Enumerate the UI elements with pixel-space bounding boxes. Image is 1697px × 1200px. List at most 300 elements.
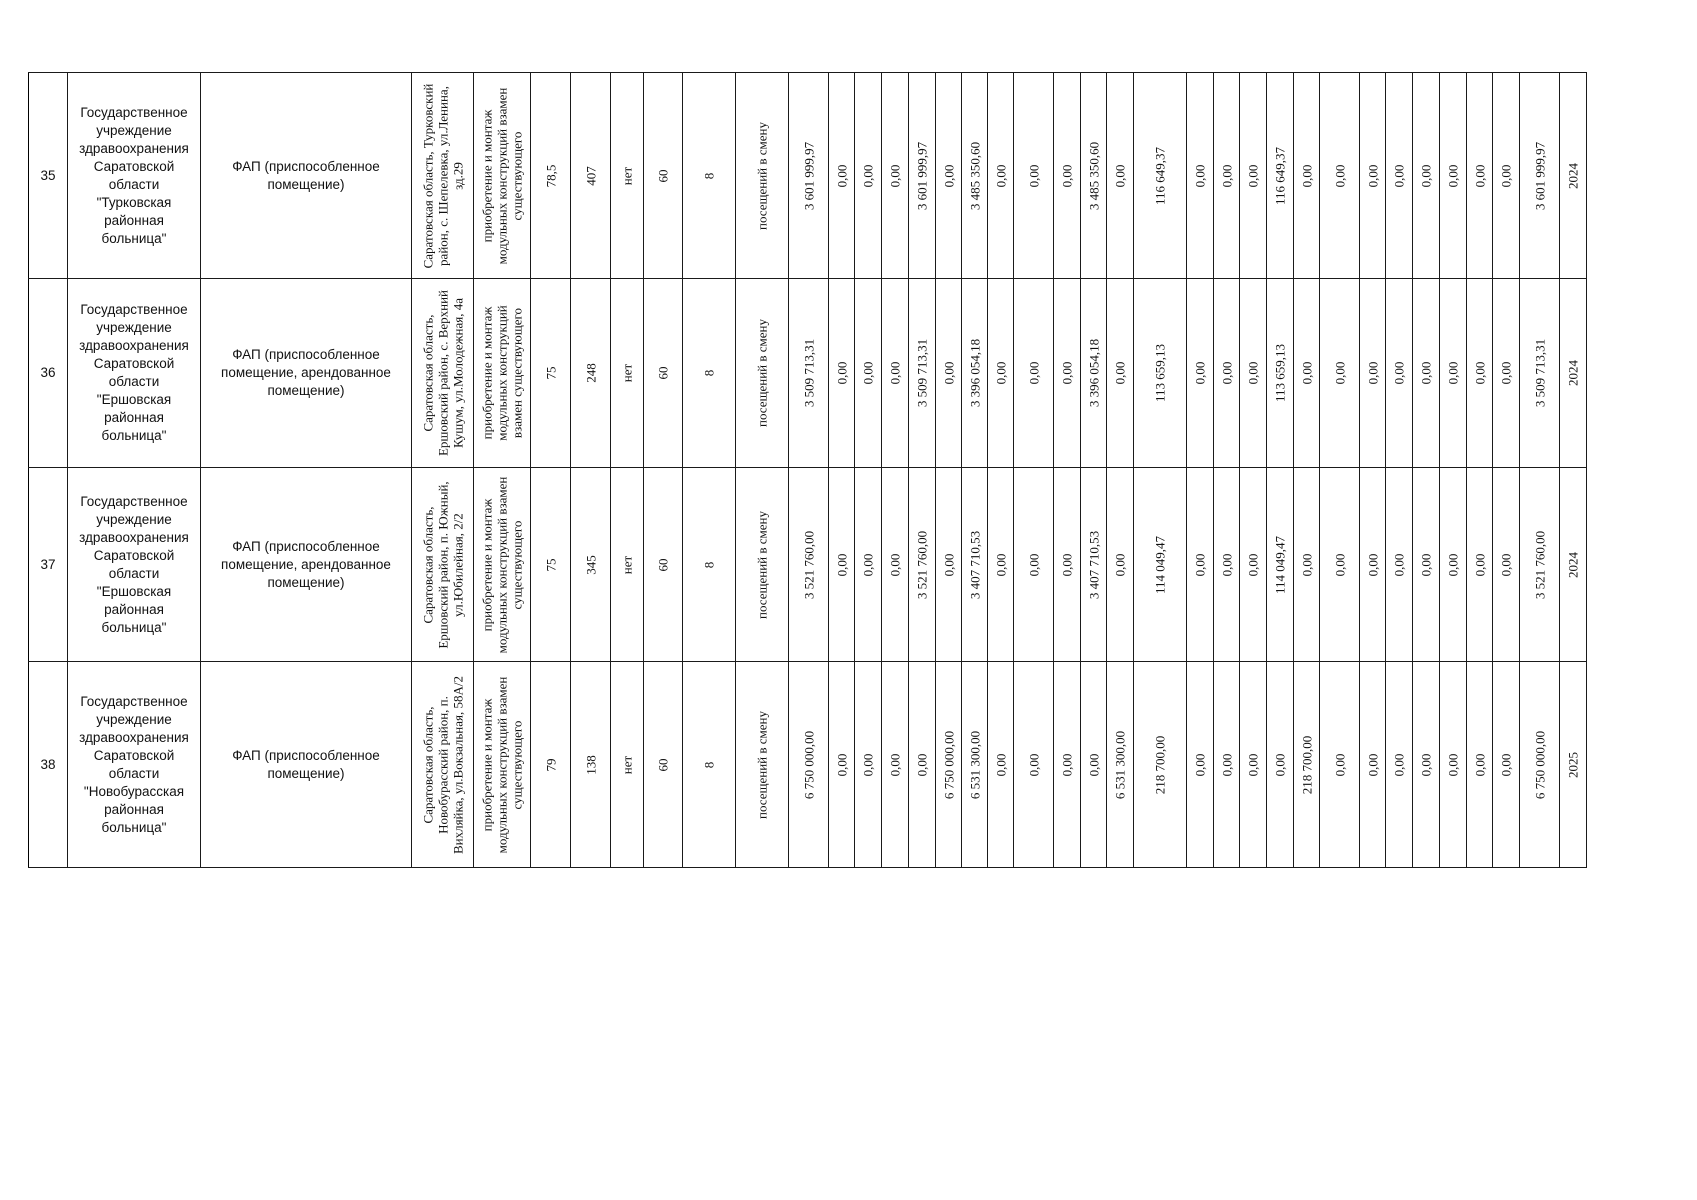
amount-16-text: 3 601 999,97 — [914, 141, 930, 210]
cell-amount-14 — [855, 279, 882, 468]
cell-distance-value — [644, 73, 683, 279]
amount-13-text: 0,00 — [834, 361, 849, 385]
capacity-value-text: 8 — [701, 172, 717, 179]
institution-name-text: Государственное учреждение здравоохранения Саратовской области "Ершовская районная больница" — [79, 302, 189, 443]
cell-capacity-unit — [736, 468, 789, 662]
cell-area-value — [531, 279, 571, 468]
amount-37-text: 6 750 000,00 — [1532, 730, 1547, 799]
cell-work-type — [474, 73, 531, 279]
institution-name-text: Государственное учреждение здравоохранения Саратовской области "Новобурасская районная больница" — [79, 693, 189, 835]
total-cost-text: 6 750 000,00 — [801, 730, 816, 799]
cell-amount-32 — [1386, 468, 1413, 662]
cell-year-value — [1560, 73, 1587, 279]
amount-32-text: 0,00 — [1391, 753, 1407, 776]
cell-year-value — [1560, 468, 1587, 662]
cell-area-value — [531, 468, 571, 662]
amount-30-text: 0,00 — [1332, 553, 1347, 576]
table-row — [29, 662, 1587, 868]
amount-27-text: 0,00 — [1245, 164, 1261, 187]
facilities-table — [28, 72, 1587, 868]
work-type-text: приобретение и монтаж модульных конструкций взамен существующего — [479, 476, 525, 653]
cell-amount-28 — [1267, 468, 1294, 662]
cell-amount-21 — [1054, 662, 1081, 868]
cell-amount-29 — [1294, 468, 1320, 662]
cell-amount-14 — [855, 73, 882, 279]
cell-object-address — [412, 662, 474, 868]
cell-amount-17 — [936, 279, 962, 468]
amount-23-text: 0,00 — [1112, 553, 1128, 576]
cell-existing-facility — [611, 73, 644, 279]
cell-amount-36 — [1493, 73, 1520, 279]
cell-amount-25 — [1187, 468, 1214, 662]
cell-amount-36 — [1493, 662, 1520, 868]
amount-22-text: 3 407 710,53 — [1086, 530, 1101, 599]
cell-amount-31 — [1360, 73, 1386, 279]
population-value-text: 138 — [583, 754, 598, 775]
year-value-text: 2025 — [1565, 751, 1581, 778]
row-number-text: 37 — [40, 556, 56, 572]
cell-existing-facility — [611, 662, 644, 868]
amount-29-text: 0,00 — [1299, 361, 1314, 385]
amount-35-text: 0,00 — [1472, 164, 1487, 187]
work-type-text: приобретение и монтаж модульных конструкций взамен существующего — [479, 676, 525, 853]
amount-32-text: 0,00 — [1391, 553, 1407, 576]
cell-amount-30 — [1320, 662, 1360, 868]
amount-35-text: 0,00 — [1472, 753, 1487, 776]
existing-facility-text: нет — [619, 555, 635, 574]
cell-amount-18 — [962, 73, 988, 279]
cell-object-type — [201, 73, 412, 279]
cell-amount-18 — [962, 662, 988, 868]
cell-capacity-unit — [736, 662, 789, 868]
cell-amount-17 — [936, 468, 962, 662]
cell-amount-19 — [988, 73, 1014, 279]
cell-amount-13 — [829, 662, 855, 868]
amount-18-text: 3 485 350,60 — [967, 141, 982, 210]
cell-amount-37 — [1520, 662, 1560, 868]
cell-amount-27 — [1240, 662, 1267, 868]
amount-13-text: 0,00 — [834, 753, 849, 776]
year-value-text: 2024 — [1565, 162, 1581, 189]
amount-34-text: 0,00 — [1445, 361, 1461, 385]
amount-26-text: 0,00 — [1219, 361, 1234, 385]
amount-25-text: 0,00 — [1192, 753, 1208, 776]
object-address-text: Саратовская область, Ершовский район, п. Южный, ул.Юбилейная, 2/2 — [420, 480, 465, 649]
cell-amount-37 — [1520, 468, 1560, 662]
cell-amount-33 — [1413, 662, 1440, 868]
cell-amount-35 — [1467, 662, 1493, 868]
amount-24-text: 116 649,37 — [1152, 146, 1168, 205]
object-address-text: Саратовская область, Ершовский район, с. Верхний Кушум, ул.Молодежная, 4а — [420, 289, 465, 457]
amount-26-text: 0,00 — [1219, 753, 1234, 776]
cell-amount-20 — [1014, 73, 1054, 279]
cell-capacity-value — [683, 279, 736, 468]
amount-26-text: 0,00 — [1219, 553, 1234, 576]
amount-20-text: 0,00 — [1026, 553, 1041, 576]
amount-16-text: 0,00 — [914, 753, 930, 776]
amount-25-text: 0,00 — [1192, 553, 1208, 576]
amount-33-text: 0,00 — [1418, 361, 1434, 385]
table-row — [29, 468, 1587, 662]
distance-value-text: 60 — [655, 758, 671, 771]
amount-32-text: 0,00 — [1391, 361, 1407, 385]
cell-amount-25 — [1187, 73, 1214, 279]
document-sheet — [28, 72, 1587, 868]
cell-amount-19 — [988, 468, 1014, 662]
object-address-text: Саратовская область, Новобурасский район, п. Вихляйка, ул.Вокзальная, 58А/2 — [420, 675, 465, 854]
amount-27-text: 0,00 — [1245, 553, 1261, 576]
area-value-text: 78,5 — [543, 164, 558, 187]
amount-20-text: 0,00 — [1026, 361, 1041, 385]
cell-amount-34 — [1440, 662, 1467, 868]
cell-capacity-unit — [736, 279, 789, 468]
row-number-text: 36 — [40, 365, 56, 380]
amount-15-text: 0,00 — [887, 361, 903, 385]
cell-amount-35 — [1467, 73, 1493, 279]
cell-amount-15 — [882, 662, 909, 868]
amount-17-text: 0,00 — [941, 164, 956, 187]
capacity-value-text: 8 — [701, 761, 717, 768]
capacity-value-text: 8 — [701, 561, 717, 568]
amount-37-text: 3 521 760,00 — [1532, 530, 1547, 599]
cell-total-cost — [789, 468, 829, 662]
amount-22-text: 3 396 054,18 — [1086, 338, 1101, 408]
cell-work-type — [474, 468, 531, 662]
cell-area-value — [531, 73, 571, 279]
cell-amount-13 — [829, 73, 855, 279]
cell-amount-33 — [1413, 468, 1440, 662]
total-cost-text: 3 521 760,00 — [801, 530, 816, 599]
cell-amount-34 — [1440, 73, 1467, 279]
cell-amount-32 — [1386, 279, 1413, 468]
cell-amount-15 — [882, 279, 909, 468]
amount-21-text: 0,00 — [1059, 553, 1075, 576]
amount-25-text: 0,00 — [1192, 164, 1208, 187]
cell-distance-value — [644, 468, 683, 662]
amount-15-text: 0,00 — [887, 553, 903, 576]
cell-amount-20 — [1014, 279, 1054, 468]
cell-amount-24 — [1134, 279, 1187, 468]
capacity-unit-text: посещений в смену — [754, 710, 770, 819]
amount-23-text: 0,00 — [1112, 164, 1128, 187]
cell-work-type — [474, 279, 531, 468]
amount-24-text: 113 659,13 — [1152, 343, 1168, 403]
amount-13-text: 0,00 — [834, 164, 849, 187]
existing-facility-text: нет — [619, 755, 635, 774]
cell-row-number — [29, 73, 68, 279]
cell-work-type — [474, 662, 531, 868]
cell-amount-15 — [882, 468, 909, 662]
amount-14-text: 0,00 — [860, 753, 876, 776]
year-value-text: 2024 — [1565, 360, 1581, 386]
area-value-text: 75 — [543, 366, 558, 380]
cell-amount-26 — [1214, 662, 1240, 868]
amount-26-text: 0,00 — [1219, 164, 1234, 187]
amount-23-text: 6 531 300,00 — [1112, 730, 1128, 799]
amount-17-text: 0,00 — [941, 361, 956, 385]
amount-22-text: 0,00 — [1086, 753, 1101, 776]
amount-30-text: 0,00 — [1332, 164, 1347, 187]
cell-row-number — [29, 662, 68, 868]
amount-37-text: 3 509 713,31 — [1532, 338, 1547, 408]
cell-area-value — [531, 662, 571, 868]
distance-value-text: 60 — [655, 558, 671, 571]
cell-amount-36 — [1493, 279, 1520, 468]
amount-36-text: 0,00 — [1498, 753, 1514, 776]
amount-34-text: 0,00 — [1445, 753, 1461, 776]
cell-amount-34 — [1440, 279, 1467, 468]
amount-14-text: 0,00 — [860, 553, 876, 576]
cell-amount-22 — [1081, 468, 1107, 662]
cell-amount-16 — [909, 662, 936, 868]
amount-28-text: 114 049,47 — [1272, 535, 1288, 594]
amount-18-text: 6 531 300,00 — [967, 730, 982, 799]
cell-capacity-unit — [736, 73, 789, 279]
row-number-text: 35 — [40, 167, 56, 183]
amount-36-text: 0,00 — [1498, 164, 1514, 187]
cell-object-address — [412, 73, 474, 279]
amount-32-text: 0,00 — [1391, 164, 1407, 187]
amount-18-text: 3 407 710,53 — [967, 530, 982, 599]
cell-amount-15 — [882, 73, 909, 279]
year-value-text: 2024 — [1565, 551, 1581, 578]
cell-amount-27 — [1240, 468, 1267, 662]
cell-amount-14 — [855, 662, 882, 868]
amount-16-text: 3 509 713,31 — [914, 338, 930, 408]
cell-amount-16 — [909, 279, 936, 468]
cell-institution-name — [68, 279, 201, 468]
cell-amount-26 — [1214, 73, 1240, 279]
amount-13-text: 0,00 — [834, 553, 849, 576]
cell-object-type — [201, 662, 412, 868]
cell-amount-23 — [1107, 73, 1134, 279]
cell-amount-31 — [1360, 279, 1386, 468]
amount-21-text: 0,00 — [1059, 164, 1075, 187]
capacity-unit-text: посещений в смену — [754, 121, 770, 230]
distance-value-text: 60 — [655, 366, 671, 380]
cell-amount-16 — [909, 468, 936, 662]
table-row — [29, 73, 1587, 279]
amount-29-text: 218 700,00 — [1299, 735, 1314, 794]
amount-37-text: 3 601 999,97 — [1532, 141, 1547, 210]
cell-amount-26 — [1214, 279, 1240, 468]
capacity-value-text: 8 — [701, 369, 717, 377]
cell-amount-22 — [1081, 73, 1107, 279]
cell-population-value — [571, 662, 611, 868]
amount-34-text: 0,00 — [1445, 553, 1461, 576]
cell-existing-facility — [611, 279, 644, 468]
cell-object-type — [201, 279, 412, 468]
cell-amount-31 — [1360, 468, 1386, 662]
amount-24-text: 218 700,00 — [1152, 735, 1168, 794]
cell-amount-21 — [1054, 73, 1081, 279]
amount-16-text: 3 521 760,00 — [914, 530, 930, 599]
cell-year-value — [1560, 279, 1587, 468]
work-type-text: приобретение и монтаж модульных конструкций взамен существующего — [479, 305, 525, 441]
amount-33-text: 0,00 — [1418, 753, 1434, 776]
amount-31-text: 0,00 — [1365, 553, 1380, 576]
amount-19-text: 0,00 — [993, 361, 1008, 385]
amount-17-text: 6 750 000,00 — [941, 730, 956, 799]
object-type-text: ФАП (приспособленное помещение) — [232, 747, 380, 781]
institution-name-text: Государственное учреждение здравоохранения Саратовской области "Ершовская районная больница" — [79, 493, 189, 635]
amount-19-text: 0,00 — [993, 164, 1008, 187]
amount-35-text: 0,00 — [1472, 553, 1487, 576]
cell-institution-name — [68, 468, 201, 662]
cell-amount-16 — [909, 73, 936, 279]
amount-33-text: 0,00 — [1418, 553, 1434, 576]
cell-amount-35 — [1467, 468, 1493, 662]
area-value-text: 79 — [543, 758, 558, 771]
cell-amount-28 — [1267, 73, 1294, 279]
population-value-text: 248 — [583, 363, 598, 383]
amount-24-text: 114 049,47 — [1152, 535, 1168, 594]
cell-amount-29 — [1294, 662, 1320, 868]
amount-29-text: 0,00 — [1299, 553, 1314, 576]
amount-14-text: 0,00 — [860, 164, 876, 187]
amount-31-text: 0,00 — [1365, 361, 1380, 385]
cell-amount-27 — [1240, 279, 1267, 468]
amount-28-text: 113 659,13 — [1272, 343, 1288, 403]
area-value-text: 75 — [543, 558, 558, 571]
cell-capacity-value — [683, 468, 736, 662]
amount-20-text: 0,00 — [1026, 753, 1041, 776]
amount-17-text: 0,00 — [941, 553, 956, 576]
capacity-unit-text: посещений в смену — [754, 510, 770, 619]
cell-amount-37 — [1520, 279, 1560, 468]
cell-amount-25 — [1187, 662, 1214, 868]
object-type-text: ФАП (приспособленное помещение, арендованное помещение) — [221, 538, 391, 590]
amount-28-text: 116 649,37 — [1272, 146, 1288, 205]
cell-amount-17 — [936, 73, 962, 279]
cell-amount-32 — [1386, 662, 1413, 868]
cell-amount-28 — [1267, 662, 1294, 868]
amount-28-text: 0,00 — [1272, 753, 1288, 776]
amount-27-text: 0,00 — [1245, 361, 1261, 385]
cell-amount-17 — [936, 662, 962, 868]
cell-amount-20 — [1014, 468, 1054, 662]
amount-20-text: 0,00 — [1026, 164, 1041, 187]
cell-amount-28 — [1267, 279, 1294, 468]
amount-34-text: 0,00 — [1445, 164, 1461, 187]
cell-amount-24 — [1134, 662, 1187, 868]
amount-19-text: 0,00 — [993, 553, 1008, 576]
cell-population-value — [571, 468, 611, 662]
cell-amount-21 — [1054, 468, 1081, 662]
cell-object-type — [201, 468, 412, 662]
amount-15-text: 0,00 — [887, 164, 903, 187]
existing-facility-text: нет — [619, 166, 635, 185]
amount-22-text: 3 485 350,60 — [1086, 141, 1101, 210]
cell-population-value — [571, 73, 611, 279]
amount-36-text: 0,00 — [1498, 553, 1514, 576]
cell-distance-value — [644, 662, 683, 868]
institution-name-text: Государственное учреждение здравоохранения Саратовской области "Турковская районная больница" — [79, 104, 189, 246]
cell-amount-25 — [1187, 279, 1214, 468]
cell-amount-33 — [1413, 279, 1440, 468]
total-cost-text: 3 509 713,31 — [801, 338, 816, 408]
amount-35-text: 0,00 — [1472, 361, 1487, 385]
cell-amount-24 — [1134, 73, 1187, 279]
cell-amount-19 — [988, 662, 1014, 868]
cell-amount-36 — [1493, 468, 1520, 662]
amount-25-text: 0,00 — [1192, 361, 1208, 385]
cell-amount-21 — [1054, 279, 1081, 468]
amount-31-text: 0,00 — [1365, 164, 1380, 187]
cell-institution-name — [68, 662, 201, 868]
cell-total-cost — [789, 279, 829, 468]
amount-36-text: 0,00 — [1498, 361, 1514, 385]
cell-amount-29 — [1294, 279, 1320, 468]
existing-facility-text: нет — [619, 363, 635, 383]
cell-amount-30 — [1320, 73, 1360, 279]
cell-amount-22 — [1081, 279, 1107, 468]
amount-19-text: 0,00 — [993, 753, 1008, 776]
cell-amount-22 — [1081, 662, 1107, 868]
amount-29-text: 0,00 — [1299, 164, 1314, 187]
cell-amount-31 — [1360, 662, 1386, 868]
amount-27-text: 0,00 — [1245, 753, 1261, 776]
cell-amount-26 — [1214, 468, 1240, 662]
amount-30-text: 0,00 — [1332, 753, 1347, 776]
table-row — [29, 279, 1587, 468]
cell-amount-19 — [988, 279, 1014, 468]
cell-amount-13 — [829, 468, 855, 662]
cell-existing-facility — [611, 468, 644, 662]
amount-14-text: 0,00 — [860, 361, 876, 385]
cell-object-address — [412, 279, 474, 468]
population-value-text: 345 — [583, 554, 598, 575]
amount-33-text: 0,00 — [1418, 164, 1434, 187]
object-type-text: ФАП (приспособленное помещение, арендованное помещение) — [221, 347, 391, 398]
cell-row-number — [29, 279, 68, 468]
distance-value-text: 60 — [655, 169, 671, 182]
cell-total-cost — [789, 662, 829, 868]
amount-23-text: 0,00 — [1112, 361, 1128, 385]
amount-30-text: 0,00 — [1332, 361, 1347, 385]
population-value-text: 407 — [583, 165, 598, 186]
cell-amount-34 — [1440, 468, 1467, 662]
cell-amount-24 — [1134, 468, 1187, 662]
cell-capacity-value — [683, 73, 736, 279]
object-type-text: ФАП (приспособленное помещение) — [232, 158, 380, 192]
cell-amount-18 — [962, 468, 988, 662]
cell-amount-32 — [1386, 73, 1413, 279]
cell-amount-23 — [1107, 468, 1134, 662]
cell-amount-13 — [829, 279, 855, 468]
cell-amount-37 — [1520, 73, 1560, 279]
cell-amount-20 — [1014, 662, 1054, 868]
cell-amount-30 — [1320, 279, 1360, 468]
cell-distance-value — [644, 279, 683, 468]
total-cost-text: 3 601 999,97 — [801, 141, 816, 210]
cell-row-number — [29, 468, 68, 662]
cell-amount-33 — [1413, 73, 1440, 279]
cell-amount-29 — [1294, 73, 1320, 279]
capacity-unit-text: посещений в смену — [754, 319, 770, 427]
amount-21-text: 0,00 — [1059, 753, 1075, 776]
cell-amount-30 — [1320, 468, 1360, 662]
cell-capacity-value — [683, 662, 736, 868]
cell-amount-23 — [1107, 662, 1134, 868]
cell-amount-23 — [1107, 279, 1134, 468]
cell-year-value — [1560, 662, 1587, 868]
row-number-text: 38 — [40, 756, 56, 772]
work-type-text: приобретение и монтаж модульных конструкций взамен существующего — [479, 87, 525, 264]
cell-total-cost — [789, 73, 829, 279]
cell-institution-name — [68, 73, 201, 279]
cell-amount-14 — [855, 468, 882, 662]
